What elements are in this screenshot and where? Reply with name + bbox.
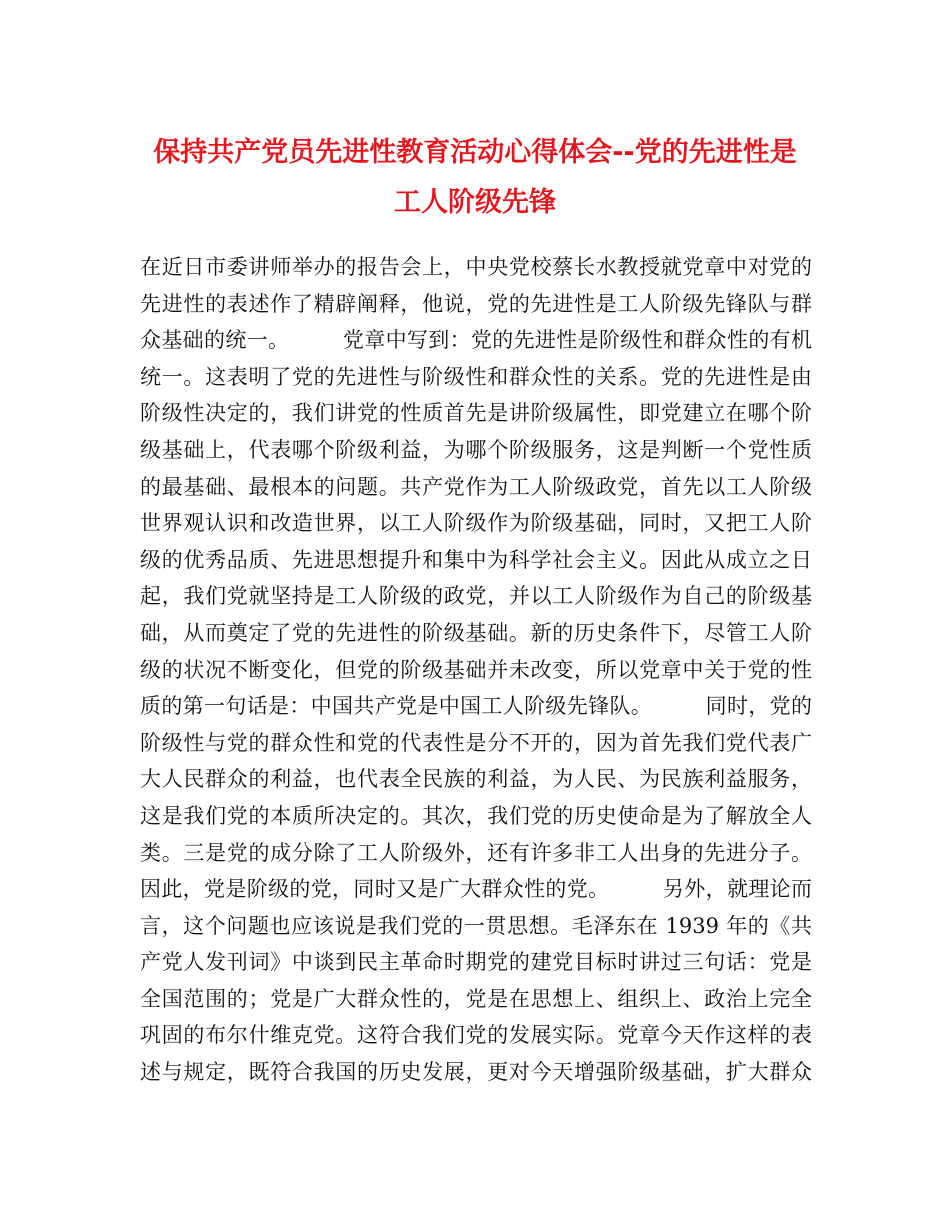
title-line-2: 工人阶级先锋 <box>394 187 556 218</box>
title-line-1: 保持共产党员先进性教育活动心得体会--党的先进性是 <box>153 137 797 168</box>
body-line-1: 在近日市委讲师举办的报告会上，中央党校蔡长水教授就党章中对党的 <box>140 255 812 279</box>
body-line-12: 级的状况不断变化，但党的阶级基础并未改变，所以党章中关于党的性 <box>140 657 812 682</box>
body-line-23: 述与规定，既符合我国的历史发展，更对今天增强阶级基础，扩大群众 <box>140 1060 812 1085</box>
body-line-10: 起，我们党就坚持是工人阶级的政党，并以工人阶级作为自己的阶级基 <box>140 584 812 609</box>
body-line-6: 级基础上，代表哪个阶级利益，为哪个阶级服务，这是判断一个党性质 <box>140 437 812 462</box>
body-line-9: 级的优秀品质、先进思想提升和集中为科学社会主义。因此从成立之日 <box>140 547 812 572</box>
body-line-5: 阶级性决定的，我们讲党的性质首先是讲阶级属性，即党建立在哪个阶 <box>140 401 812 426</box>
body-line-7: 的最基础、最根本的问题。共产党作为工人阶级政党，首先以工人阶级 <box>140 474 812 499</box>
body-line-22: 巩固的布尔什维克党。这符合我们党的发展实际。党章今天作这样的表 <box>140 1023 812 1048</box>
body-line-21: 全国范围的；党是广大群众性的，党是在思想上、组织上、政治上完全 <box>140 986 812 1011</box>
body-line-11: 础，从而奠定了党的先进性的阶级基础。新的历史条件下，尽管工人阶 <box>140 620 812 645</box>
document-title <box>135 128 815 228</box>
body-line-17: 类。三是党的成分除了工人阶级外，还有许多非工人出身的先进分子。 <box>140 840 812 865</box>
body-line-19: 言，这个问题也应该说是我们党的一贯思想。毛泽东在 1939 年的《共 <box>140 913 812 938</box>
body-line-16: 这是我们党的本质所决定的。其次，我们党的历史使命是为了解放全人 <box>140 803 812 828</box>
document-body <box>140 249 812 1091</box>
body-line-2: 先进性的表述作了精辟阐释，他说，党的先进性是工人阶级先锋队与群 <box>140 291 812 316</box>
body-line-20: 产党人发刊词》中谈到民主革命时期党的建党目标时讲过三句话：党是 <box>140 950 812 975</box>
body-line-18: 因此，党是阶级的党，同时又是广大群众性的党。 另外，就理论而 <box>140 877 812 902</box>
body-line-13: 质的第一句话是：中国共产党是中国工人阶级先锋队。 同时，党的 <box>140 694 812 719</box>
body-line-3: 众基础的统一。 党章中写到：党的先进性是阶级性和群众性的有机 <box>140 328 812 353</box>
body-line-15: 大人民群众的利益，也代表全民族的利益，为人民、为民族利益服务， <box>140 767 812 792</box>
body-line-4: 统一。这表明了党的先进性与阶级性和群众性的关系。党的先进性是由 <box>140 364 812 389</box>
body-line-8: 世界观认识和改造世界，以工人阶级作为阶级基础，同时，又把工人阶 <box>140 511 812 536</box>
body-line-14: 阶级性与党的群众性和党的代表性是分不开的，因为首先我们党代表广 <box>140 730 812 755</box>
